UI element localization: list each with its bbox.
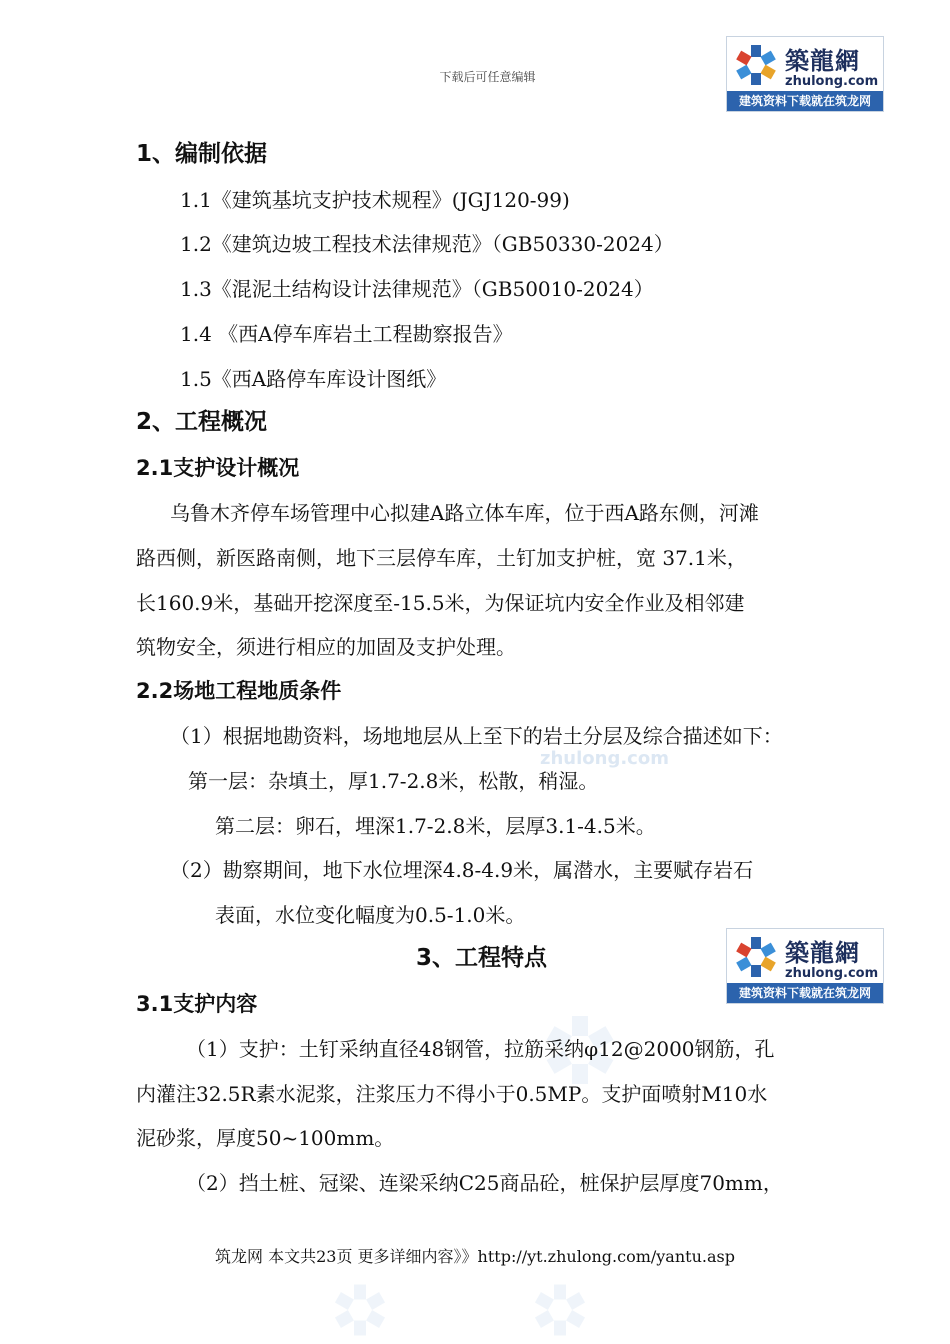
subheading-2-1: 2.1支护设计概况 — [136, 456, 300, 480]
paragraph-line: 内灌注32.5R素水泥浆，注浆压力不得小于0.5MP。支护面喷射M10水 — [136, 1082, 768, 1106]
paragraph-line: 表面，水位变化幅度为0.5-1.0米。 — [215, 903, 526, 927]
paragraph-line: 筑物安全，须进行相应的加固及支护处理。 — [136, 635, 516, 659]
logo-domain: zhulong.com — [785, 966, 879, 981]
paragraph-line: （1）支护：土钉采纳直径48钢管，拉筋采纳φ12@2000钢筋，孔 — [186, 1037, 775, 1061]
header-note: 下载后可任意编辑 — [439, 70, 536, 84]
paragraph-line: 第二层：卵石，埋深1.7-2.8米，层厚3.1-4.5米。 — [215, 814, 656, 838]
logo-name: 築龍網 — [785, 939, 860, 967]
reference-item: 1.4 《西A停车库岩土工程勘察报告》 — [180, 322, 513, 346]
logo-name: 築龍網 — [785, 47, 860, 75]
heading-2: 2、工程概况 — [136, 409, 268, 435]
paragraph-line: 泥砂浆，厚度50~100mm。 — [136, 1126, 395, 1150]
reference-item: 1.5《西A路停车库设计图纸》 — [180, 367, 447, 391]
logo-slogan: 建筑资料下载就在筑龙网 — [727, 983, 883, 1003]
watermark: zhulong.com — [540, 748, 669, 769]
subheading-2-2: 2.2场地工程地质条件 — [136, 679, 342, 703]
paragraph-line: （1）根据地勘资料，场地地层从上至下的岩土分层及综合描述如下： — [170, 724, 783, 748]
paragraph-line: （2）勘察期间，地下水位埋深4.8-4.9米，属潜水，主要赋存岩石 — [170, 858, 754, 882]
logo-slogan: 建筑资料下载就在筑龙网 — [727, 91, 883, 111]
paragraph-line: 乌鲁木齐停车场管理中心拟建A路立体车库，位于西A路东侧，河滩 — [170, 501, 759, 525]
paragraph-line: 第一层：杂填土，厚1.7-2.8米，松散，稍湿。 — [188, 769, 599, 793]
reference-item: 1.2《建筑边坡工程技术法律规范》（GB50330-2024） — [180, 232, 674, 256]
logo-domain: zhulong.com — [785, 74, 879, 89]
footer: 筑龙网 本文共23页 更多详细内容》》http://yt.zhulong.com/yantu.asp — [215, 1247, 735, 1266]
paragraph-line: 长160.9米，基础开挖深度至-15.5米，为保证坑内安全作业及相邻建 — [136, 591, 745, 615]
reference-item: 1.3《混泥土结构设计法律规范》（GB50010-2024） — [180, 277, 654, 301]
heading-1: 1、编制依据 — [136, 141, 268, 167]
subheading-3-1: 3.1支护内容 — [136, 992, 258, 1016]
paragraph-line: （2）挡土桩、冠梁、连梁采纳C25商品砼，桩保护层厚度70mm， — [186, 1171, 783, 1195]
heading-3: 3、工程特点 — [416, 945, 548, 971]
paragraph-line: 路西侧，新医路南侧，地下三层停车库，土钉加支护桩，宽 37.1米， — [136, 546, 747, 570]
reference-item: 1.1《建筑基坑支护技术规程》(JGJ120-99) — [180, 188, 570, 212]
